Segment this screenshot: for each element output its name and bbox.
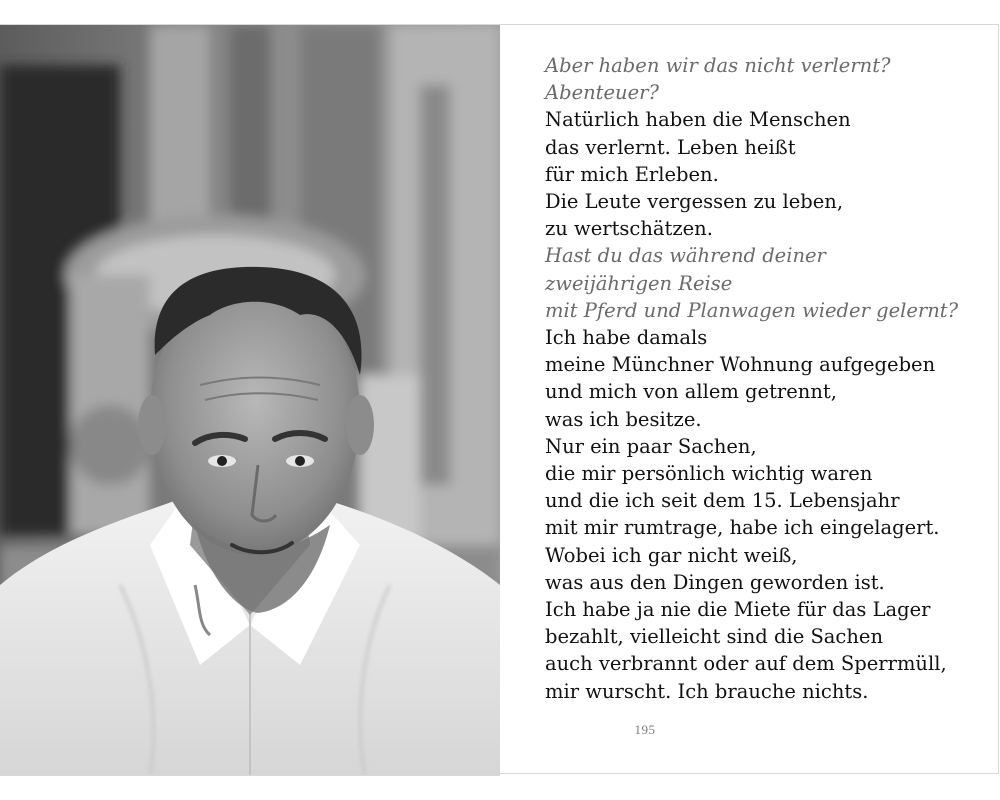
answer-line: meine Münchner Wohnung aufgegeben — [545, 353, 936, 377]
answer-line: und die ich seit dem 15. Lebensjahr — [545, 489, 900, 513]
question-line: Aber haben wir das nicht verlernt? — [545, 54, 891, 77]
answer-line: für mich Erleben. — [545, 162, 719, 186]
answer-line: auch verbrannt oder auf dem Sperrmüll, — [545, 652, 947, 676]
answer-line: das verlernt. Leben heißt — [545, 135, 796, 159]
answer-line: was aus den Dingen geworden ist. — [545, 570, 885, 594]
answer-line: zu wertschätzen. — [545, 217, 713, 241]
answer-line: bezahlt, vielleicht sind die Sachen — [545, 625, 884, 649]
portrait-photo-illustration — [0, 25, 500, 775]
interview-text — [545, 52, 975, 705]
answer-line: die mir persönlich wichtig waren — [545, 462, 873, 486]
question-line: zweijährigen Reise — [545, 271, 733, 295]
answer-line: was ich besitze. — [545, 407, 702, 431]
question-line: Abenteuer? — [545, 81, 659, 105]
answer-line: Natürlich haben die Menschen — [545, 108, 851, 132]
answer-line: mit mir rumtrage, habe ich eingelagert. — [545, 516, 940, 540]
answer-line: Nur ein paar Sachen, — [545, 434, 757, 458]
answer-line: Wobei ich gar nicht weiß, — [545, 543, 798, 567]
answer-line: Die Leute vergessen zu leben, — [545, 190, 844, 214]
answer-line: Ich habe damals — [545, 326, 708, 350]
question-line: Hast du das während deiner — [545, 244, 826, 268]
question-line: mit Pferd und Planwagen wieder gelernt? — [545, 298, 959, 322]
answer-line: Ich habe ja nie die Miete für das Lager — [545, 598, 931, 622]
portrait-photo — [0, 24, 500, 776]
answer-line: mir wurscht. Ich brauche nichts. — [545, 679, 869, 703]
page-number: 195 — [634, 722, 656, 737]
answer-line: und mich von allem getrennt, — [545, 380, 837, 404]
